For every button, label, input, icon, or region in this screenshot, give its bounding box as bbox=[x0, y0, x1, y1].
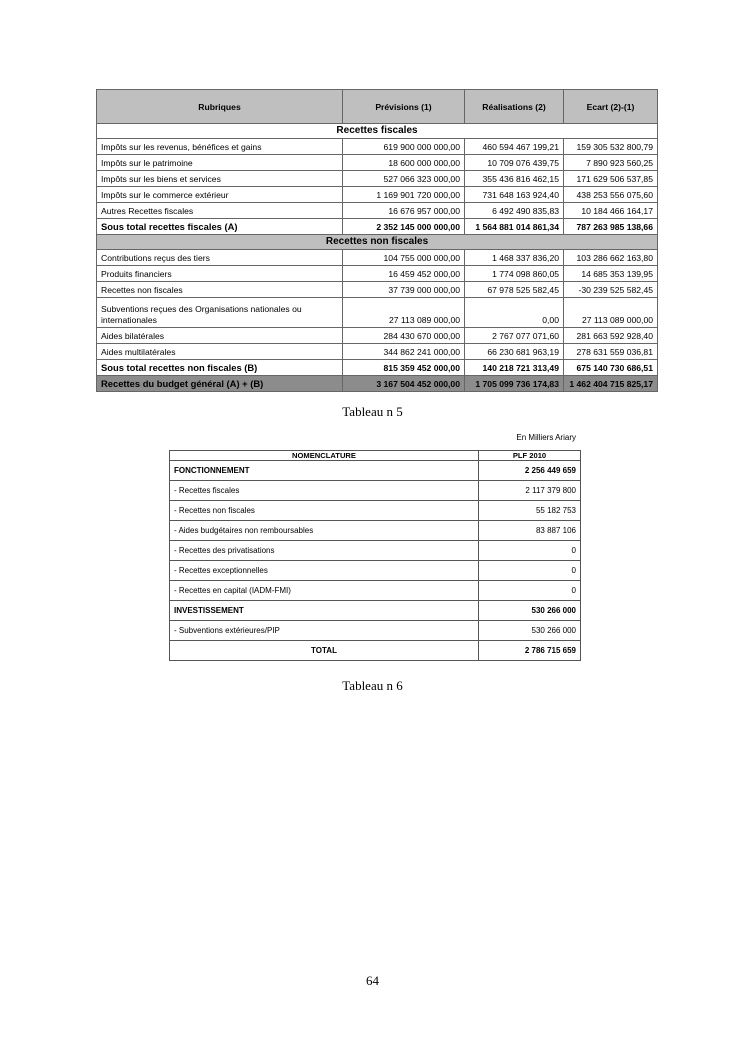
table-row: - Subventions extérieures/PIP 530 266 000 bbox=[170, 621, 581, 641]
subtotal-row-a: Sous total recettes fiscales (A) 2 352 145 000 000,00 1 564 881 014 861,34 787 263 985 138,66 bbox=[97, 219, 658, 235]
table-row: Impôts sur le commerce extérieur 1 169 901 720 000,00 731 648 163 924,40 438 253 556 075,60 bbox=[97, 187, 658, 203]
table-row: - Recettes des privatisations 0 bbox=[170, 541, 581, 561]
table-row: Subventions reçues des Organisations nationales ou internationales 27 113 089 000,00 0,00 27 113 089 000,00 bbox=[97, 298, 658, 328]
header-rubriques: Rubriques bbox=[97, 90, 343, 124]
budget-revenue-table bbox=[96, 89, 658, 392]
table-row: - Aides budgétaires non remboursables 83 887 106 bbox=[170, 521, 581, 541]
section-recettes-non-fiscales: Recettes non fiscales bbox=[97, 235, 658, 250]
table-row: - Recettes en capital (IADM-FMI) 0 bbox=[170, 581, 581, 601]
plf-2010-table bbox=[169, 450, 581, 661]
table-header-row bbox=[97, 90, 658, 124]
table-row: Impôts sur les revenus, bénéfices et gains 619 900 000 000,00 460 594 467 199,21 159 305 532 800,79 bbox=[97, 139, 658, 155]
header-previsions: Prévisions (1) bbox=[343, 90, 465, 124]
table-row: Produits financiers 16 459 452 000,00 1 774 098 860,05 14 685 353 139,95 bbox=[97, 266, 658, 282]
table-row: FONCTIONNEMENT 2 256 449 659 bbox=[170, 461, 581, 481]
table-row: INVESTISSEMENT 530 266 000 bbox=[170, 601, 581, 621]
caption-tableau-5: Tableau n 5 bbox=[342, 404, 403, 419]
total-row: TOTAL 2 786 715 659 bbox=[170, 641, 581, 661]
unit-label: En Milliers Ariary bbox=[516, 433, 576, 442]
table-row: Recettes non fiscales 37 739 000 000,00 67 978 525 582,45 -30 239 525 582,45 bbox=[97, 282, 658, 298]
table-row: - Recettes non fiscales 55 182 753 bbox=[170, 501, 581, 521]
table-row: Aides multilatérales 344 862 241 000,00 66 230 681 963,19 278 631 559 036,81 bbox=[97, 344, 658, 360]
table-row: - Recettes exceptionnelles 0 bbox=[170, 561, 581, 581]
table-row: Contributions reçus des tiers 104 755 000 000,00 1 468 337 836,20 103 286 662 163,80 bbox=[97, 250, 658, 266]
table-row: Impôts sur le patrimoine 18 600 000 000,00 10 709 076 439,75 7 890 923 560,25 bbox=[97, 155, 658, 171]
header-nomenclature: NOMENCLATURE bbox=[170, 451, 479, 461]
header-ecart: Ecart (2)-(1) bbox=[564, 90, 658, 124]
header-realisations: Réalisations (2) bbox=[465, 90, 564, 124]
table-row: Autres Recettes fiscales 16 676 957 000,00 6 492 490 835,83 10 184 466 164,17 bbox=[97, 203, 658, 219]
subtotal-row-b: Sous total recettes non fiscales (B) 815 359 452 000,00 140 218 721 313,49 675 140 730 686,51 bbox=[97, 360, 658, 376]
caption-tableau-6: Tableau n 6 bbox=[342, 678, 403, 693]
header-plf-2010: PLF 2010 bbox=[479, 451, 581, 461]
table-header-row bbox=[170, 451, 581, 461]
table-row: - Recettes fiscales 2 117 379 800 bbox=[170, 481, 581, 501]
table-row: Aides bilatérales 284 430 670 000,00 2 767 077 071,60 281 663 592 928,40 bbox=[97, 328, 658, 344]
grand-total-row: Recettes du budget général (A) + (B) 3 167 504 452 000,00 1 705 099 736 174,83 1 462 404 715 825,17 bbox=[97, 376, 658, 392]
section-recettes-fiscales: Recettes fiscales bbox=[97, 124, 658, 139]
page-number: 64 bbox=[366, 973, 379, 988]
table-row: Impôts sur les biens et services 527 066 323 000,00 355 436 816 462,15 171 629 506 537,85 bbox=[97, 171, 658, 187]
